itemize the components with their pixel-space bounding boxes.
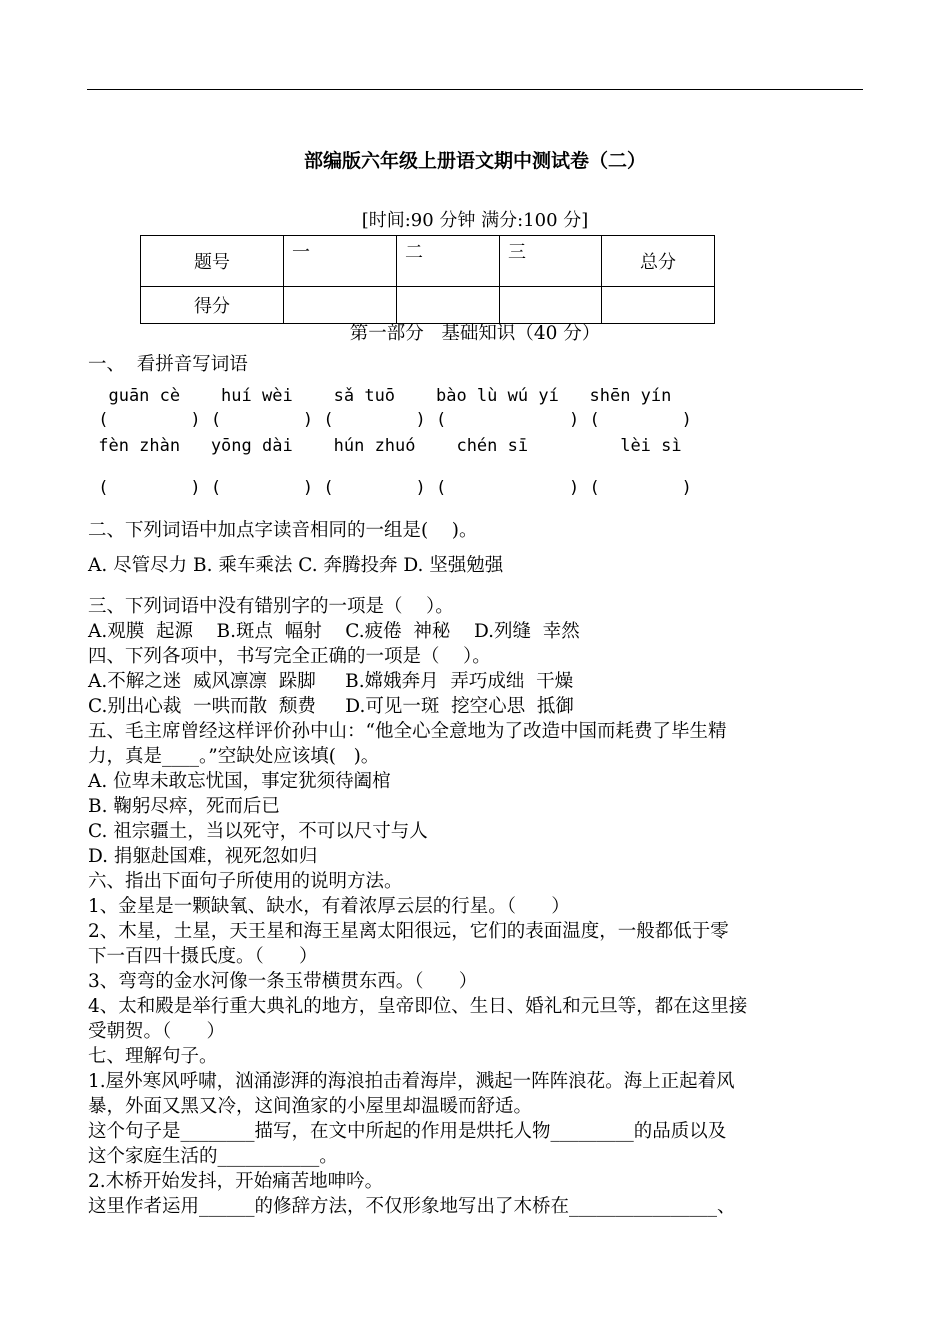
text-line: 受朝贺。（ ） — [88, 1021, 226, 1042]
text-line: D. 捐躯赴国难，视死忽如归 — [88, 846, 318, 867]
text-line: 第一部分 基础知识（40 分） — [349, 323, 601, 344]
text-line: A.不解之迷 威风凛凛 跺脚 B.嫦娥奔月 弄巧成绌 干燥 — [88, 671, 574, 692]
score-cell-3[interactable] — [500, 287, 602, 324]
score-table-score-row — [141, 287, 715, 324]
header-rule — [87, 89, 863, 90]
page-title: 部编版六年级上册语文期中测试卷（二） — [303, 150, 646, 172]
text-line: A. 位卑未敢忘忧国，事定犹须待阖棺 — [88, 771, 391, 792]
score-cell-1[interactable] — [284, 287, 397, 324]
time-info: [时间:90 分钟 满分:100 分] — [361, 210, 589, 231]
text-line: C.别出心裁 一哄而散 颓费 D.可见一斑 挖空心思 抵御 — [88, 696, 574, 717]
text-line: A.观膜 起源 B.斑点 幅射 C.疲倦 神秘 D.列缝 幸然 — [88, 621, 580, 642]
score-cell-total[interactable] — [602, 287, 715, 324]
header-cell-2: 二 — [397, 236, 500, 287]
text-line: 三、下列词语中没有错别字的一项是（ ）。 — [88, 596, 454, 617]
text-line: 下一百四十摄氏度。（ ） — [88, 946, 318, 967]
text-line: 这个家庭生活的___________。 — [88, 1146, 338, 1167]
text-line: 1、金星是一颗缺氧、缺水，有着浓厚云层的行星。（ ） — [88, 896, 570, 917]
text-line: 二、下列词语中加点字读音相同的一组是( )。 — [88, 520, 478, 541]
text-line: 力，真是____。”空缺处应该填( )。 — [88, 746, 380, 767]
text-line: 这里作者运用______的修辞方法，不仅形象地写出了木桥在________________、 — [88, 1196, 736, 1217]
text-line: 六、指出下面句子所使用的说明方法。 — [88, 871, 403, 892]
text-line: 一、 看拼音写词语 — [88, 354, 248, 375]
text-line: C. 祖宗疆土，当以死守，不可以尺寸与人 — [88, 821, 428, 842]
text-line: 七、理解句子。 — [88, 1046, 218, 1067]
score-row-label: 得分 — [141, 287, 284, 324]
text-line: 这个句子是________描写，在文中所起的作用是烘托人物_________的品质以及 — [88, 1121, 727, 1142]
score-table-header-row — [141, 236, 715, 287]
score-cell-2[interactable] — [397, 287, 500, 324]
text-line: guān cè huí wèi sǎ tuō bào lù wú yí shēn yín — [88, 386, 672, 406]
text-line: 2、木星，土星，天王星和海王星离太阳很远，它们的表面温度，一般都低于零 — [88, 921, 729, 942]
header-cell-1: 一 — [284, 236, 397, 287]
text-line: A. 尽管尽力 B. 乘车乘法 C. 奔腾投奔 D. 坚强勉强 — [88, 555, 504, 576]
header-cell-total: 总分 — [602, 236, 715, 287]
text-line: 4、太和殿是举行重大典礼的地方，皇帝即位、生日、婚礼和元旦等，都在这里接 — [88, 996, 748, 1017]
text-line: 五、毛主席曾经这样评价孙中山：“他全心全意地为了改造中国而耗费了毕生精 — [88, 721, 727, 742]
score-table — [140, 235, 715, 324]
text-line: ( ) ( ) ( ) ( ) ( ) — [88, 410, 692, 430]
text-line: 暴，外面又黑又冷，这间渔家的小屋里却温暖而舒适。 — [88, 1096, 533, 1117]
header-cell-3: 三 — [500, 236, 602, 287]
text-line: fèn zhàn yōng dài hún zhuó chén sī lèi sì — [88, 436, 682, 456]
text-line: 2.木桥开始发抖，开始痛苦地呻吟。 — [88, 1171, 384, 1192]
text-line: 1.屋外寒风呼啸，汹涌澎湃的海浪拍击着海岸，溅起一阵阵浪花。海上正起着风 — [88, 1071, 735, 1092]
text-line: B. 鞠躬尽瘁，死而后已 — [88, 796, 280, 817]
text-line: 3、弯弯的金水河像一条玉带横贯东西。（ ） — [88, 971, 478, 992]
header-cell-label: 题号 — [141, 236, 284, 287]
text-line: 四、下列各项中，书写完全正确的一项是（ ）。 — [88, 646, 491, 667]
text-line: ( ) ( ) ( ) ( ) ( ) — [88, 478, 692, 498]
